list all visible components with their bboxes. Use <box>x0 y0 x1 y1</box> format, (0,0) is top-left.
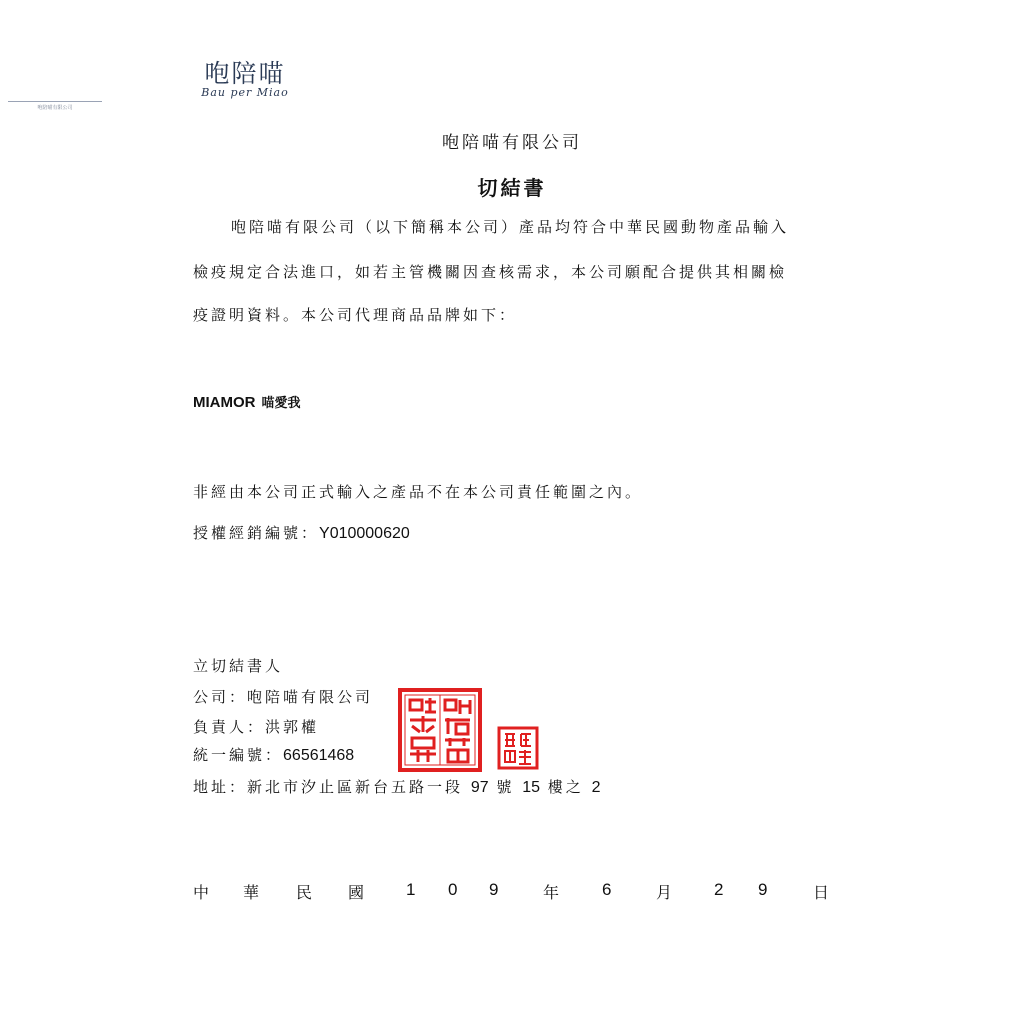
address-street: 新北市汐止區新台五路一段 <box>247 778 464 796</box>
disclaimer-text: 非經由本公司正式輸入之產品不在本公司責任範圍之內。 <box>193 483 644 501</box>
date-era-char: 民 <box>296 883 313 902</box>
company-logo <box>190 50 300 120</box>
body-paragraph-line-1: 咆陪喵有限公司（以下簡稱本公司）產品均符合中華民國動物產品輸入 <box>231 218 790 236</box>
signatory-address-line <box>193 776 833 797</box>
date-era-char: 國 <box>348 883 365 902</box>
address-lou: 樓之 <box>547 778 584 796</box>
brand-english: MIAMOR <box>193 394 256 411</box>
date-day-label: 日 <box>813 883 830 902</box>
address-hao: 號 <box>496 778 515 796</box>
license-line <box>193 522 833 543</box>
date-year-digit: 1 <box>406 880 416 899</box>
address-label: 地址： <box>193 778 248 796</box>
date-era-char: 華 <box>243 883 260 902</box>
logo-divider <box>8 101 102 102</box>
date-month: 6 <box>602 880 612 899</box>
tax-id-number: 66561468 <box>283 747 355 764</box>
address-sub: 2 <box>591 779 601 796</box>
logo-english-text: Bau per Miao <box>201 86 289 99</box>
date-month-label: 月 <box>656 883 673 902</box>
company-seal-stamp <box>398 688 482 772</box>
date-era-char: 中 <box>193 883 210 902</box>
person-label: 負責人： <box>193 718 266 736</box>
person-name: 洪郭權 <box>265 718 320 736</box>
company-heading: 咆陪喵有限公司 <box>442 133 582 153</box>
document-title: 切結書 <box>477 176 547 200</box>
license-number: Y010000620 <box>319 525 410 542</box>
brand-line <box>193 392 301 411</box>
brand-chinese: 喵愛我 <box>261 396 301 411</box>
company-name: 咆陪喵有限公司 <box>247 688 374 706</box>
body-paragraph-line-2: 檢疫規定合法進口，如若主管機關因查核需求，本公司願配合提供其相關檢 <box>193 263 788 281</box>
date-year-digit: 9 <box>489 880 499 899</box>
body-paragraph-line-3: 疫證明資料。本公司代理商品品牌如下： <box>193 306 518 324</box>
address-number: 97 <box>470 779 489 796</box>
date-row <box>193 880 833 904</box>
date-day-digit: 9 <box>758 880 768 899</box>
signatory-heading: 立切結書人 <box>193 657 284 675</box>
company-label: 公司： <box>193 688 248 706</box>
logo-small-text: 咆陪喵有限公司 <box>37 105 73 111</box>
license-label: 授權經銷編號： <box>193 524 320 542</box>
date-year-label: 年 <box>543 883 560 902</box>
date-day-digit: 2 <box>714 880 724 899</box>
person-seal-stamp <box>497 726 539 770</box>
date-year-digit: 0 <box>448 880 458 899</box>
logo-chinese-text: 咆陪喵 <box>204 59 286 88</box>
address-floor: 15 <box>522 779 540 796</box>
signatory-company-line <box>193 686 833 707</box>
tax-id-label: 統一編號： <box>193 746 284 764</box>
